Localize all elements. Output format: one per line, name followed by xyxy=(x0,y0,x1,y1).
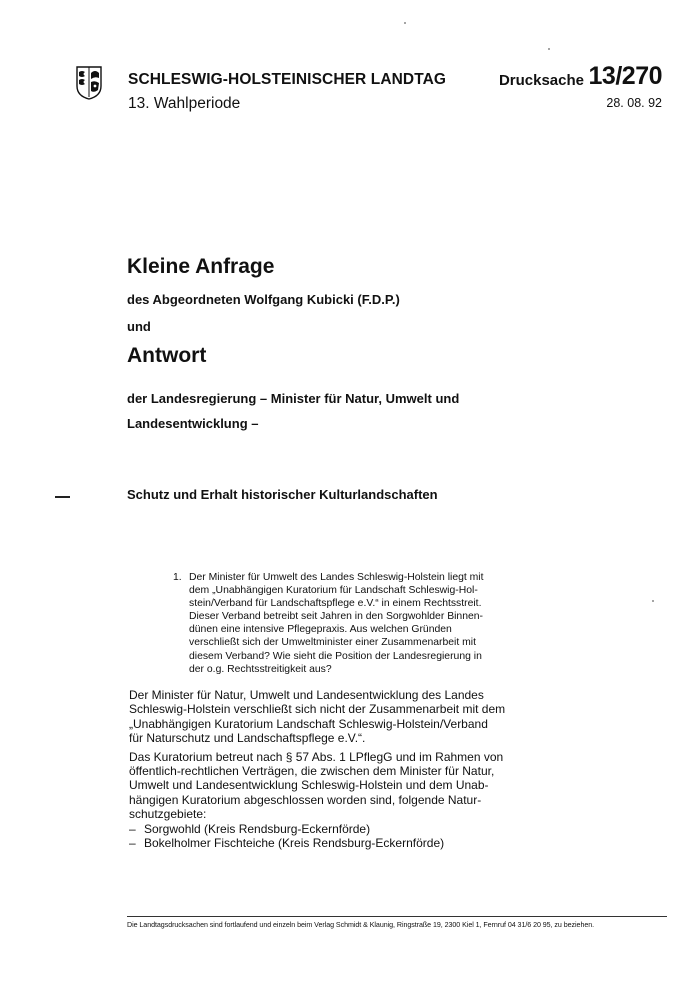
list-item xyxy=(129,836,499,850)
question-number: 1. xyxy=(173,572,182,583)
answer-line: hängigen Kuratorium abgeschlossen worden sind, folgende Natur- xyxy=(129,792,482,807)
member-line: des Abgeordneten Wolfgang Kubicki (F.D.P.) xyxy=(127,292,400,307)
coat-of-arms-icon xyxy=(76,66,102,100)
heading-kleine-anfrage: Kleine Anfrage xyxy=(127,255,275,278)
scan-speck xyxy=(652,600,654,602)
footer-rule xyxy=(127,916,667,917)
answer-line: Das Kuratorium betreut nach § 57 Abs. 1 LPflegG und im Rahmen von xyxy=(129,749,504,764)
margin-dash xyxy=(55,496,70,498)
scan-speck xyxy=(548,48,550,50)
drucksache-label: Drucksache xyxy=(498,72,584,89)
question-line: diesem Verband? Wie sieht die Position der Landesregierung in xyxy=(189,650,482,662)
question-line: Der Minister für Umwelt des Landes Schleswig-Holstein liegt mit xyxy=(189,572,484,583)
question-line: verschließt sich der Umweltminister einer Zusammenarbeit mit xyxy=(189,637,476,649)
list-item xyxy=(129,822,499,836)
answer-line: schutzgebiete: xyxy=(129,807,207,822)
question-line: der o.g. Rechtsstreitigkeit aus? xyxy=(189,663,332,675)
list-dash: – xyxy=(129,836,136,851)
answer-line: „Unabhängigen Kuratorium Landschaft Schleswig-Holstein/Verband xyxy=(129,716,488,731)
answer-line: für Naturschutz und Landschaftspflege e.V.“. xyxy=(129,731,366,746)
list-item-text: Sorgwohld (Kreis Rendsburg-Eckernförde) xyxy=(144,821,371,836)
answer-block xyxy=(129,688,506,851)
question-line: dünen eine intensive Pflegepraxis. Aus welchen Gründen xyxy=(189,624,452,636)
document-date: 28. 08. 92 xyxy=(606,96,662,110)
heading-antwort: Antwort xyxy=(127,344,207,367)
question-line: Dieser Verband betreibt seit Jahren in den Sorgwohlder Binnen- xyxy=(189,611,484,623)
government-line-2: Landesentwicklung – xyxy=(127,416,259,431)
answer-line: Schleswig-Holstein verschließt sich nicht der Zusammenarbeit mit dem xyxy=(129,702,506,717)
question-line: dem „Unabhängigen Kuratorium für Landschaft Schleswig-Hol- xyxy=(189,585,478,597)
parliament-name: SCHLESWIG-HOLSTEINISCHER LANDTAG xyxy=(128,71,447,88)
question-line: stein/Verband für Landschaftspflege e.V.“ in einem Rechtsstreit. xyxy=(189,598,482,610)
list-item-text: Bokelholmer Fischteiche (Kreis Rendsburg-Eckernförde) xyxy=(144,836,445,851)
conjunction: und xyxy=(127,319,151,334)
government-line-1: der Landesregierung – Minister für Natur, Umwelt und xyxy=(127,391,460,406)
footer-note: Die Landtagsdrucksachen sind fortlaufend und einzeln beim Verlag Schmidt & Klaunig, Ringstraße 19, 2300 Kiel 1, Fernruf 04 31/6 20 95, zu beziehen. xyxy=(127,921,595,929)
answer-line: Der Minister für Natur, Umwelt und Landesentwicklung des Landes xyxy=(129,688,484,702)
question-block xyxy=(173,571,503,676)
scan-speck xyxy=(404,22,406,24)
drucksache-number: 13/270 xyxy=(588,62,662,90)
legislative-period: 13. Wahlperiode xyxy=(128,95,241,112)
answer-line: Umwelt und Landesentwicklung Schleswig-Holstein und dem Unab- xyxy=(129,778,489,793)
list-dash: – xyxy=(129,821,136,836)
government-line xyxy=(127,386,459,436)
answer-line: öffentlich-rechtlichen Verträgen, die zwischen dem Minister für Natur, xyxy=(129,764,495,779)
topic-title: Schutz und Erhalt historischer Kulturlandschaften xyxy=(127,487,438,502)
